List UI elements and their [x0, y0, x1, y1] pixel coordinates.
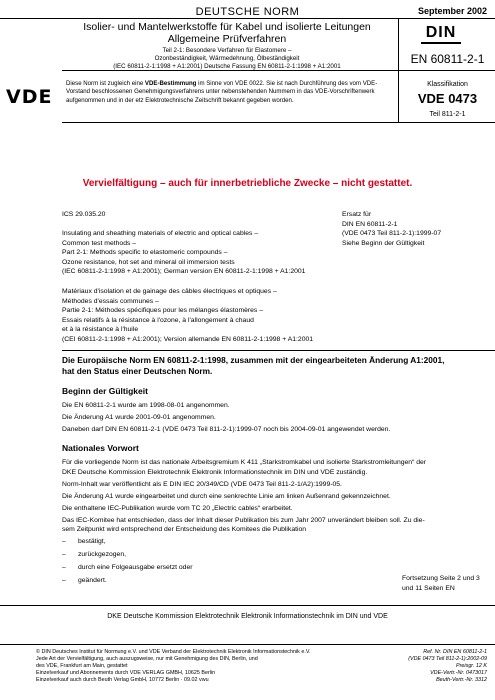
header-divider [398, 18, 399, 70]
validity-line: Daneben darf DIN EN 60811-2-1 (VDE 0473 Teil 811-2-1):1999-07 noch bis 2004-09-01 angewendet werden. [62, 425, 391, 433]
national-foreword-heading: Nationales Vorwort [62, 443, 139, 453]
footer-top-rule [0, 644, 495, 645]
list-item-text: durch eine Folgeausgabe ersetzt oder [78, 564, 193, 572]
publication-date: September 2002 [417, 6, 487, 16]
notice-bottom-rule [62, 122, 495, 123]
foreword-paragraph: Die Änderung A1 wurde eingearbeitet und durch eine senkrechte Linie am linken Außenrand gekennzeichnet. [62, 492, 391, 500]
foreword-line: Für die vorliegende Norm ist das nationale Arbeitsgremium K 411 „Starkstromkabel und isolierte Starkstromleitungen“ der [62, 459, 427, 466]
footer-line: Einzelverkauf auch durch Beuth Verlag GmbH, 10772 Berlin · 09.02 vwu [36, 676, 209, 683]
list-dash: – [62, 564, 66, 572]
copyright-footer [36, 649, 366, 684]
list-dash: – [62, 577, 66, 585]
english-title-line: Common test methods – [62, 239, 137, 247]
din-logo [421, 25, 461, 49]
subtitle-line-2: Ozonbeständigkeit, Wärmedehnung, Ölbeständigkeit [154, 55, 300, 62]
national-foreword-text [62, 458, 492, 589]
ersatz-line: DIN EN 60811-2-1 [342, 220, 398, 228]
footer-line: des VDE, Frankfurt am Main, gestattet [36, 662, 128, 669]
header-top-rule [0, 18, 495, 19]
validity-line: Die EN 60811-2-1 wurde am 1998-08-01 angenommen. [62, 402, 230, 409]
french-title-line: Matériaux d'isolation et de gainage des câbles électriques et optiques – [62, 288, 277, 295]
vde-notice-bold: VDE-Bestimmung [144, 80, 197, 87]
din-logo-text: DIN [425, 24, 457, 41]
din-standard-number: EN 60811-2-1 [410, 52, 485, 66]
continuation-line: und 11 Seiten EN [402, 584, 455, 592]
english-title-line: Part 2-1: Methods specific to elastomeric compounds – [62, 249, 228, 257]
vde-logo-text: VDE [6, 86, 53, 108]
french-title-line: et à la résistance à l'huile [62, 326, 139, 334]
vde-number: VDE 0473 [417, 91, 478, 106]
vde-part: Teil 811-2-1 [429, 111, 466, 118]
ics-code: ICS 29.035.20 [62, 211, 106, 218]
title-line-2: Allgemeine Prüfverfahren [167, 33, 287, 45]
reference-line: Beuth-Vertr.-Nr. 3312 [436, 676, 487, 683]
footer-line: Jede Art der Vervielfältigung, auch auszugsweise, nur mit Genehmigung des DIN, Berlin, und [36, 655, 258, 662]
reference-line: VDE-Vertr.-Nr. 0473017 [430, 669, 487, 676]
foreword-paragraph [62, 516, 492, 535]
reference-line: Preisgr. 12 K [456, 662, 487, 669]
ersatz-line: Ersatz für [342, 211, 372, 218]
vde-notice-text-1: Diese Norm ist zugleich eine [66, 80, 145, 87]
eu-status-statement [62, 355, 492, 377]
french-title-line: Méthodes d'essais communes – [62, 297, 159, 305]
subtitle-line-3: (IEC 60811-2-1:1998 + A1:2001) Deutsche Fassung EN 60811-2-1:1998 + A1:2001 [113, 63, 341, 70]
document-title [62, 21, 392, 45]
ersatz-line: (VDE 0473 Teil 811-2-1):1999-07 [342, 230, 442, 238]
title-line-1: Isolier- und Mantelwerkstoffe für Kabel und isolierte Leitungen [83, 21, 371, 33]
reference-footer [367, 649, 487, 684]
dke-committee: DKE Deutsche Kommission Elektrotechnik Elektronik Informationstechnik im DIN und VDE [107, 613, 388, 620]
vde-logo [6, 86, 56, 108]
continuation-line: Fortsetzung Seite 2 und 3 [402, 575, 480, 582]
list-item [62, 550, 492, 560]
list-item [62, 563, 492, 573]
validity-line: Die Änderung A1 wurde 2001-09-01 angenommen. [62, 413, 216, 421]
eu-status-line-1: Die Europäische Norm EN 60811-2-1:1998, zusammen mit der eingearbeiteten Änderung A1:2001, [62, 355, 445, 365]
foreword-paragraph: Die enthaltene IEC-Publikation wurde vom TC 20 „Electric cables“ erarbeitet. [62, 504, 293, 512]
list-item-text: geändert. [78, 577, 107, 585]
french-title-line: (CEI 60811-2-1:1998 + A1:2001); Version allemande EN 60811-2-1:1998 + A1:2001 [62, 335, 314, 343]
section-rule [62, 350, 495, 351]
document-subtitle [62, 47, 392, 71]
list-item-text: bestätigt, [78, 538, 106, 546]
list-item-text: zurückgezogen, [78, 551, 126, 559]
french-title-line: Partie 2-1: Méthodes spécifiques pour les mélanges élastomères – [62, 307, 263, 315]
foreword-paragraph: Norm-Inhalt war veröffentlicht als E DIN IEC 20/349/CD (VDE 0473 Teil 811-2-1/A2):1999-05. [62, 480, 342, 488]
validity-heading: Beginn der Gültigkeit [62, 386, 148, 396]
din-logo-bar [421, 42, 461, 44]
french-title [62, 287, 392, 345]
list-dash: – [62, 551, 66, 559]
foreword-line: Das IEC-Komitee hat entschieden, dass der Inhalt dieser Publikation bis zum Jahr 2007 unverändert bleiben soll. Zu die- [62, 516, 425, 524]
reference-line: (VDE 0473 Teil 811-2-1):2002-09 [408, 655, 487, 662]
footer-line: Einzelverkauf und Abonnements durch VDE VERLAG GMBH, 10625 Berlin [36, 669, 216, 676]
validity-text [62, 401, 492, 437]
dke-top-rule [0, 605, 495, 606]
english-title-line: Insulating and sheathing materials of electric and optical cables – [62, 230, 259, 237]
norm-type-heading: DEUTSCHE NORM [195, 6, 300, 18]
notice-divider [398, 70, 399, 122]
vde-notice [66, 80, 392, 105]
english-title [62, 229, 392, 277]
foreword-line: DKE Deutsche Kommission Elektrotechnik Elektronik Informationstechnik im DIN und VDE zuständig. [62, 468, 368, 476]
vde-notice-text-2: im Sinne von VDE 0022. Sie ist nach Durchführung des vom VDE-Vorstand beschlossenen Genehmigungsverfahrens unter nebenstehenden Nummern in das VDE-Vorschriftenwerk aufgenommen und in der etz Elektrotechnische Zeitschrift bekannt gegeben worden. [66, 80, 378, 104]
ersatz-line: Siehe Beginn der Gültigkeit [342, 239, 425, 247]
list-dash: – [62, 538, 66, 546]
french-title-line: Essais relatifs à la résistance à l'ozone, à l'allongement à chaud [62, 316, 254, 324]
continuation-note [402, 574, 492, 593]
eu-status-line-2: hat den Status einer Deutschen Norm. [62, 366, 213, 376]
list-item [62, 537, 492, 547]
reference-line: Ref. Nr. DIN EN 60811-2-1 [423, 649, 487, 655]
english-title-line: Ozone resistance, hot set and mineral oil immersion tests [62, 258, 235, 266]
foreword-line: sem Zeitpunkt wird entsprechend der Entscheidung des Komitees die Publikation [62, 526, 307, 534]
foreword-paragraph [62, 458, 492, 477]
footer-line: © DIN Deutsches Institut für Normung e.V. und VDE Verband der Elektrotechnik Elektronik Informationstechnik e.V. [36, 649, 311, 655]
classification-label: Klassifikation [427, 81, 468, 88]
subtitle-line-1: Teil 2-1: Besondere Verfahren für Elastomere – [162, 47, 292, 54]
copy-warning: Vervielfältigung – auch für innerbetriebliche Zwecke – nicht gestattet. [82, 178, 413, 189]
english-title-line: (IEC 60811-2-1:1998 + A1:2001); German version EN 60811-2-1:1998 + A1:2001 [62, 268, 306, 276]
